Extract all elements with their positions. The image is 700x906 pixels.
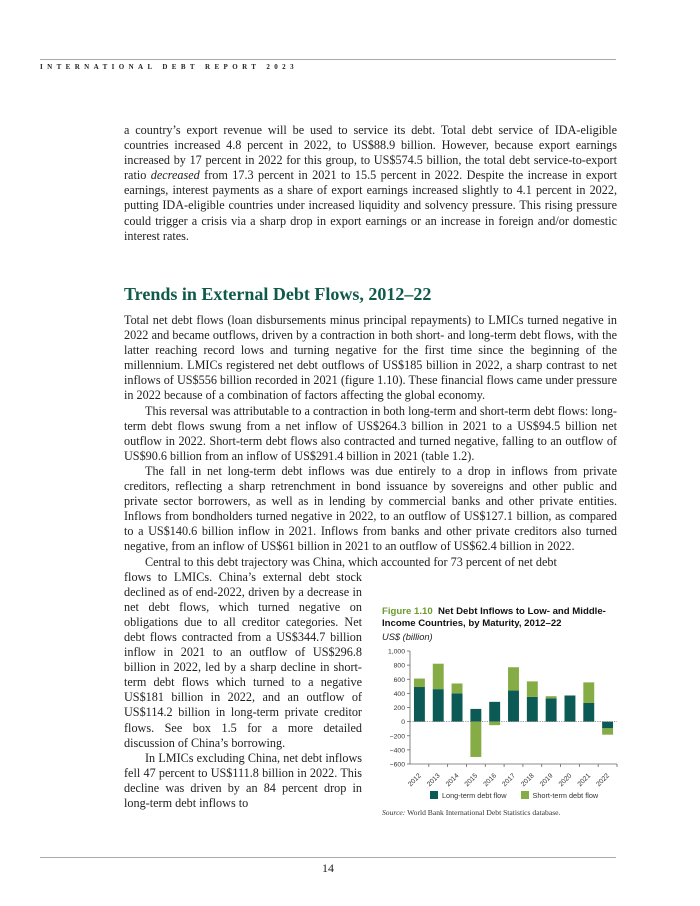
paragraph-long-term: The fall in net long-term debt inflows was due entirely to a drop in inflows from private creditors, reflecting a sharp retrenchment in bond issuance by sovereigns and other public and private sector borrowers, as well as in lending by commercial banks and other private entities. Inflows from bondholders turned negative in 2022, to an outflow of US$127.1 billion, as compared to a US$140.6 billion inflow in 2021. Inflows from banks and other private creditors also turned negative, from an inflow of US$61 billion in 2021 to an outflow of US$62.4 billion in 2022. [124,463,617,554]
figure-source [382,808,560,817]
legend-label: Short-term debt flow [532,791,599,800]
legend-item-long-term [430,791,507,800]
y-tick-label: −600 [389,761,405,769]
legend-label: Long-term debt flow [442,791,507,800]
source-text: World Bank International Debt Statistics database. [405,808,561,817]
paragraph-reversal: This reversal was attributable to a contraction in both long-term and short-term debt flows: long-term debt flows swung from a net inflow of US$264.3 billion in 2021 to a US$94.5 billion net outflow in 2022. Short-term debt flows also contracted and turned negative, falling to an outflow of US$90.6 billion from an inflow of US$291.4 billion in 2021 (table 1.2). [124,403,617,463]
bar-long-term-2012 [414,687,425,722]
x-tick-label: 2017 [501,772,517,789]
section-heading: Trends in External Debt Flows, 2012–22 [124,284,432,304]
bar-short-term-2012 [414,679,425,687]
bar-long-term-2015 [470,709,481,722]
bar-long-term-2018 [527,697,538,722]
y-tick-label: 1,000 [387,648,405,656]
x-tick-label: 2014 [444,772,461,789]
x-tick-label: 2016 [482,772,499,789]
figure-title-text: Net Debt Inflows to Low- and Middle-Income Countries, by Maturity, 2012–22 [382,606,606,629]
bar-short-term-2017 [508,667,519,690]
text-run: from 17.3 percent in 2021 to 15.5 percent in 2022. Despite the increase in export earnings, interest payments as a share of export earnings increased slightly to 4.1 percent in 2022, putting IDA-eligible countries under increased liquidity and solvency pressure. This rising pressure could trigger a crisis via a sharp drop in export earnings or an increase in foreign and/or domestic interest rates. [124,168,617,243]
x-tick-label: 2013 [425,772,442,789]
bottom-rule [40,857,616,858]
bar-short-term-2019 [546,696,557,698]
x-tick-label: 2020 [557,772,574,789]
legend-swatch-long-term [430,791,438,799]
x-tick-label: 2015 [463,772,480,789]
y-tick-label: 600 [393,676,405,684]
source-label: Source: [382,808,406,817]
x-tick-label: 2022 [595,772,612,789]
paragraph-china-first-line: Central to this debt trajectory was China, which accounted for 73 percent of net debt [145,554,557,569]
figure-title [382,606,622,630]
top-rule [40,59,616,60]
paragraph-total-flows: Total net debt flows (loan disbursements minus principal repayments) to LMICs turned negative in 2022 and became outflows, driven by a contraction in both short- and long-term debt flows, with the latter reaching record lows and turning negative for the first time since the beginning of the millennium. LMICs registered net debt outflows of US$185 billion in 2022, a sharp contrast to net inflows of US$556 billion recorded in 2021 (figure 1.10). These financial flows came under pressure in 2022 because of a combination of factors affecting the global economy. [124,313,617,403]
running-head: INTERNATIONAL DEBT REPORT 2023 [40,63,298,71]
bar-long-term-2017 [508,691,519,722]
bar-short-term-2018 [527,681,538,697]
x-tick-label: 2019 [538,772,555,789]
bar-chart [375,645,625,790]
bar-short-term-2013 [433,664,444,689]
y-tick-label: 0 [401,719,405,727]
y-tick-label: 400 [393,690,405,698]
y-tick-label: −400 [389,747,405,755]
bar-long-term-2019 [546,698,557,721]
bar-long-term-2021 [583,703,594,722]
figure-units: US$ (billion) [382,632,433,642]
bar-long-term-2013 [433,689,444,721]
y-tick-label: 200 [393,705,405,712]
legend-swatch-short-term [521,791,529,799]
x-tick-label: 2018 [520,772,536,789]
bar-long-term-2014 [452,693,463,721]
bar-long-term-2016 [489,702,500,722]
bar-short-term-2014 [452,683,463,693]
bar-short-term-2015 [470,722,481,757]
legend-item-short-term [521,791,599,800]
bar-short-term-2021 [583,682,594,703]
text-run: a country’s export revenue will be used to service its debt. Total debt service of IDA-eligible countries increased 4.8 percent in 2022, to US$88.9 billion. However, because export earnings increased by 17 percent in 2022 for this group, to US$574.5 billion, the total debt service-to-export ratio [124,123,617,183]
x-tick-label: 2012 [407,772,423,789]
bar-short-term-2022 [602,728,613,734]
bar-long-term-2022 [602,722,613,729]
figure-number: Figure 1.10 [382,606,433,617]
paragraph-excluding-china: In LMICs excluding China, net debt inflows fell 47 percent to US$111.8 billion in 2022. This decline was driven by an 84 percent drop in long-term debt inflows to [124,750,362,810]
bar-long-term-2020 [564,695,575,721]
y-tick-label: −200 [389,733,405,741]
bar-short-term-2016 [489,722,500,726]
y-tick-label: 800 [393,662,405,670]
paragraph-intro [124,123,617,244]
x-tick-label: 2021 [576,772,593,789]
chart-legend [430,791,598,800]
paragraph-china: flows to LMICs. China’s external debt stock declined as of end-2022, driven by a decrease in net debt flows, which turned negative on obligations due to all creditor categories. Net debt flows contracted from a US$344.7 billion inflow in 2021 to an outflow of US$296.8 billion in 2022, led by a sharp decline in short-term debt flows which turned to a negative US$181 billion in 2022, and an outflow of US$114.2 billion in long-term private creditor flows. See box 1.5 for a more detailed discussion of China’s borrowing. [124,569,362,750]
page-number: 14 [322,861,334,875]
italic-text: decreased [150,168,200,183]
